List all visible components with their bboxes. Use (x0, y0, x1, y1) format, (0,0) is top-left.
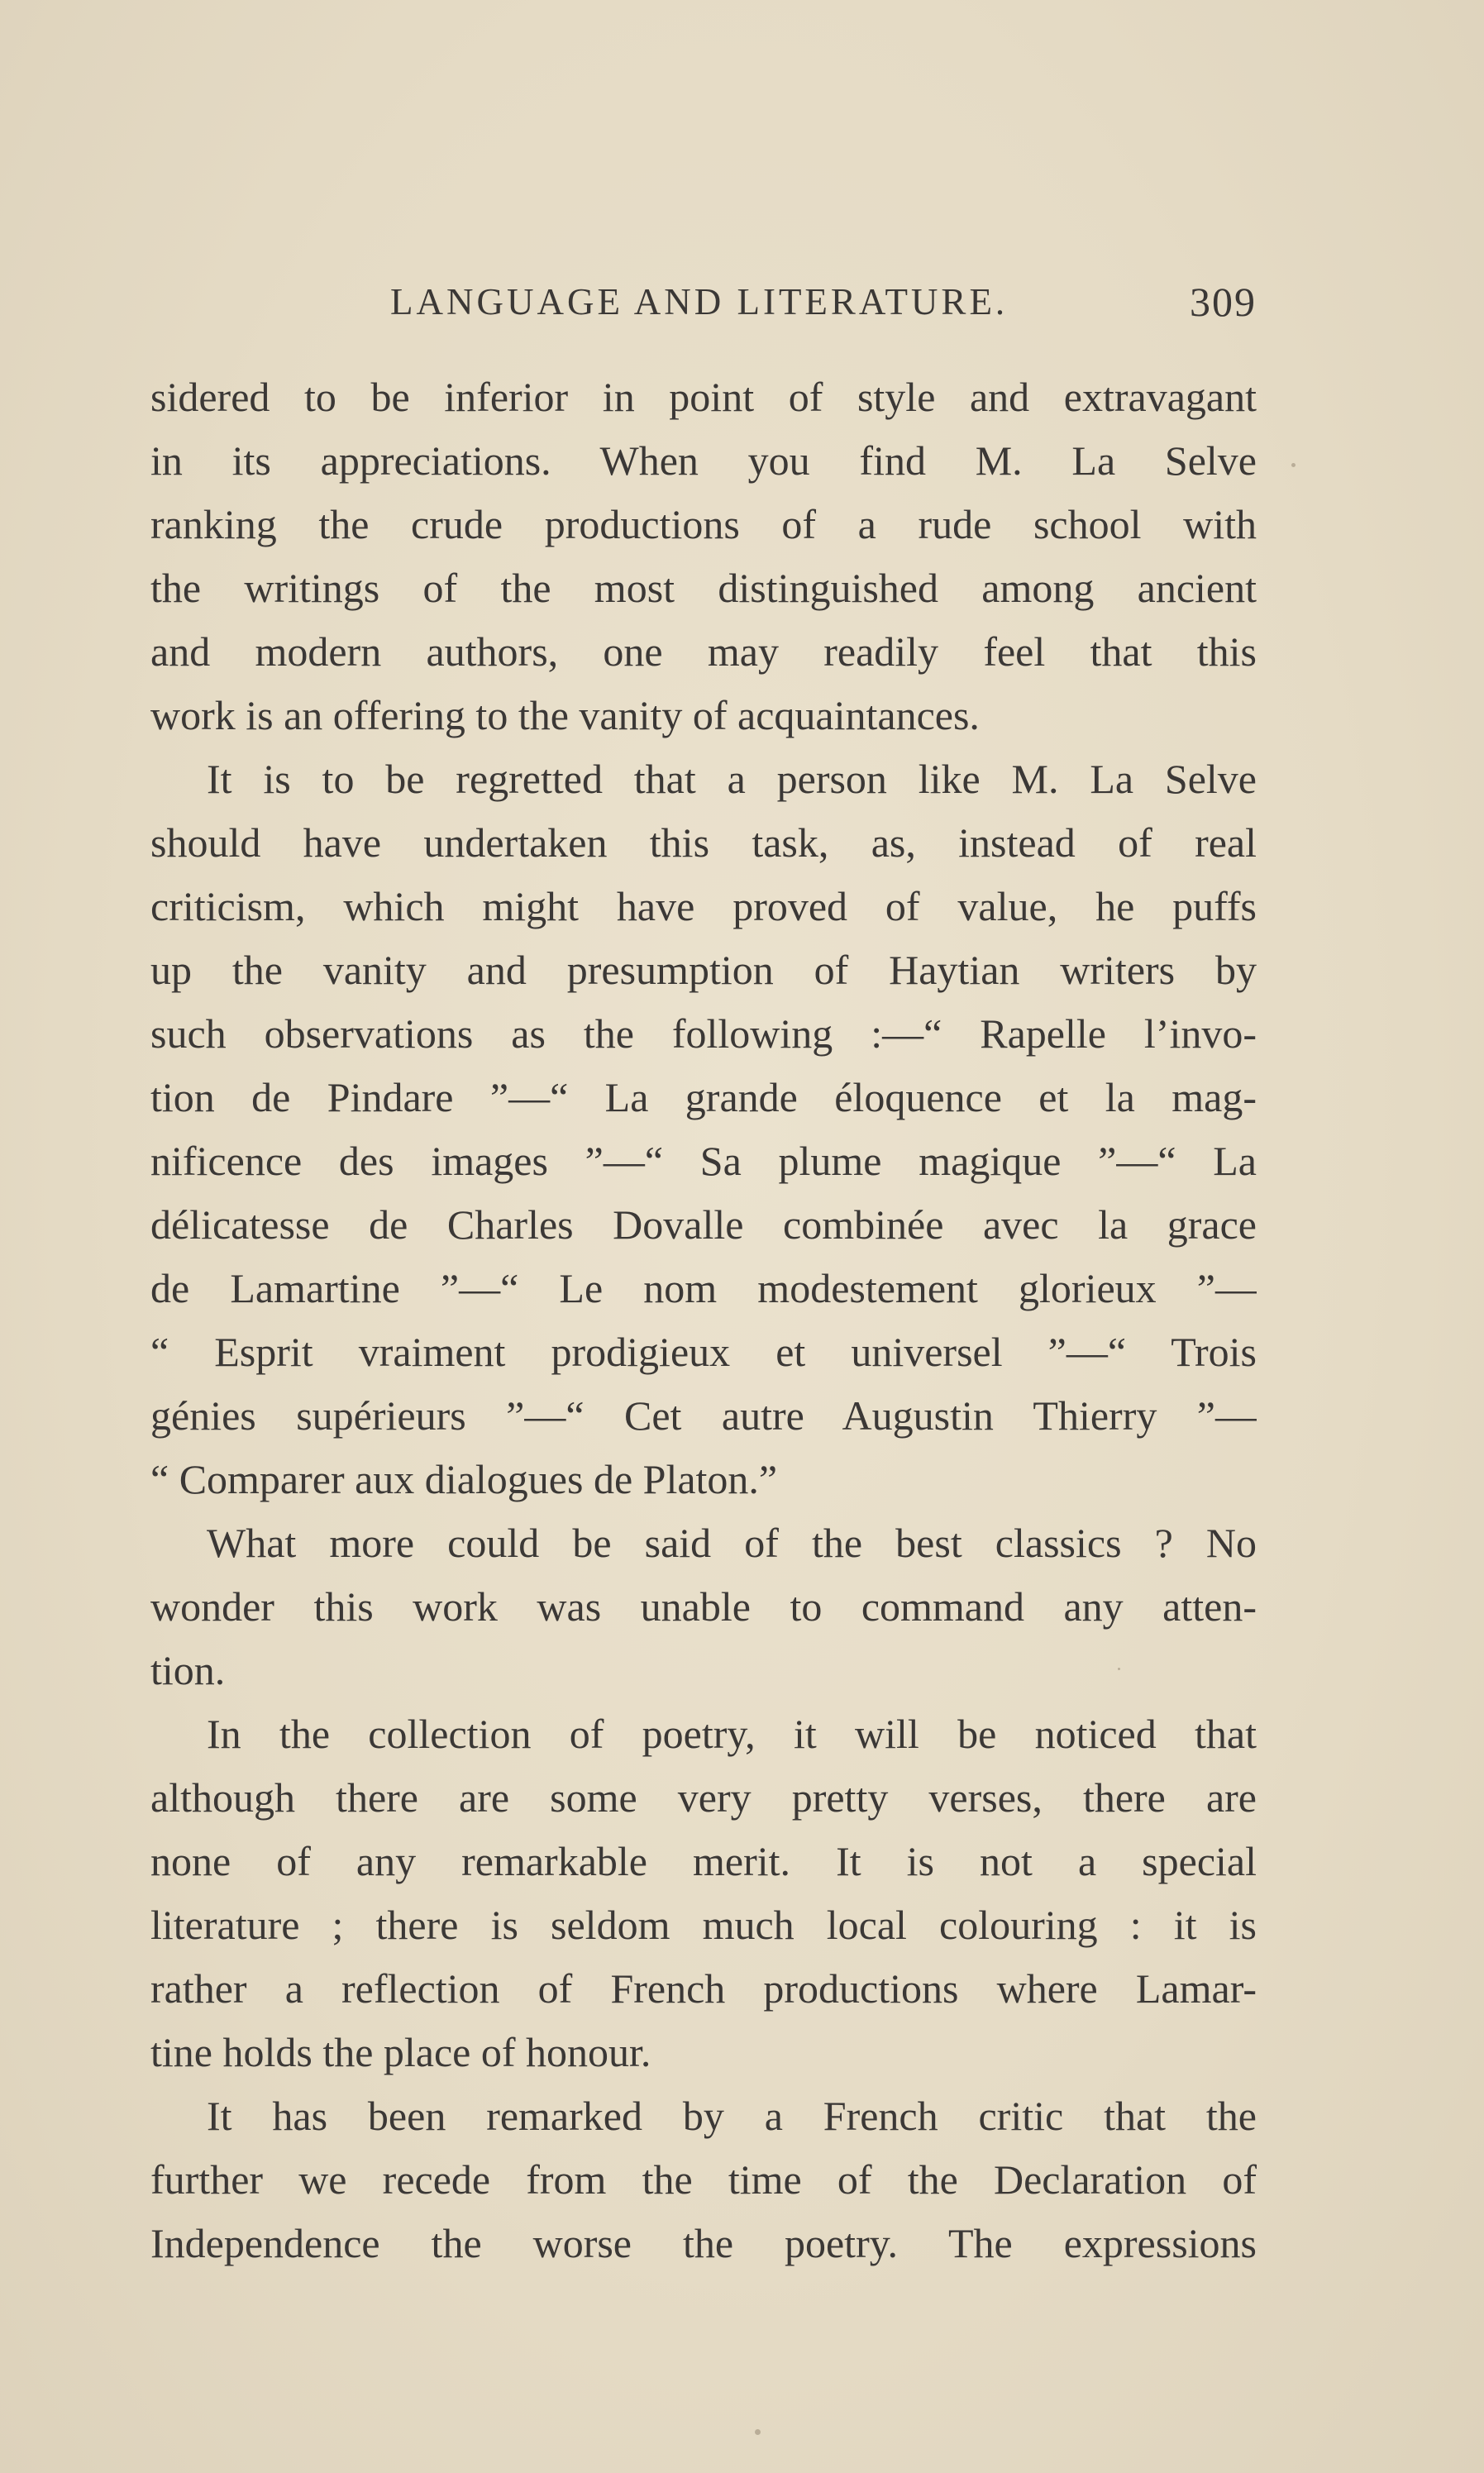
paper-speck (1118, 1668, 1120, 1670)
text-line: tion. (150, 1647, 226, 1693)
text-line: although there are some very pretty verses, there are (150, 1774, 1257, 1821)
text-line: It has been remarked by a French critic that the (207, 2093, 1257, 2139)
text-line: What more could be said of the best classics ? No (207, 1520, 1257, 1566)
text-line: further we recede from the time of the Declaration of (150, 2156, 1257, 2203)
text-line: sidered to be inferior in point of style and extravagant (150, 374, 1257, 420)
body-text (150, 365, 1257, 2275)
text-line: In the collection of poetry, it will be noticed that (207, 1711, 1257, 1757)
text-line: rather a reflection of French productions where Lamar- (150, 1965, 1257, 2012)
text-line: and modern authors, one may readily feel that this (150, 628, 1257, 675)
text-line: wonder this work was unable to command any atten- (150, 1583, 1257, 1630)
text-line: up the vanity and presumption of Haytian writers by (150, 947, 1257, 993)
text-line: Independence the worse the poetry. The expressions (150, 2220, 1257, 2266)
text-line: work is an offering to the vanity of acquaintances. (150, 692, 980, 738)
paper-speck (1291, 463, 1296, 467)
text-line: should have undertaken this task, as, instead of real (150, 819, 1257, 866)
text-line: the writings of the most distinguished among ancient (150, 565, 1257, 611)
text-line: none of any remarkable merit. It is not a special (150, 1838, 1257, 1884)
text-line: délicatesse de Charles Dovalle combinée avec la grace (150, 1201, 1257, 1248)
text-line: nificence des images ”—“ Sa plume magique ”—“ La (150, 1138, 1257, 1184)
text-line: “ Esprit vraiment prodigieux et universel ”—“ Trois (150, 1329, 1257, 1375)
text-line: criticism, which might have proved of value, he puffs (150, 883, 1257, 929)
paper-speck (755, 2429, 761, 2435)
text-line: tine holds the place of honour. (150, 2029, 651, 2075)
page-header (150, 273, 1257, 331)
text-line: “ Comparer aux dialogues de Platon.” (150, 1456, 778, 1502)
text-line: in its appreciations. When you find M. La Selve (150, 437, 1257, 484)
text-line: literature ; there is seldom much local colouring : it is (150, 1902, 1257, 1948)
text-line: such observations as the following :—“ Rapelle l’invo- (150, 1010, 1257, 1057)
text-line: tion de Pindare ”—“ La grande éloquence et la mag- (150, 1074, 1257, 1120)
text-line: génies supérieurs ”—“ Cet autre Augustin Thierry ”— (150, 1392, 1257, 1439)
running-title: LANGUAGE AND LITERATURE. (390, 281, 1009, 322)
page-number: 309 (1190, 279, 1257, 325)
text-line: de Lamartine ”—“ Le nom modestement glorieux ”— (150, 1265, 1257, 1311)
text-line: It is to be regretted that a person like M. La Selve (207, 756, 1257, 802)
text-line: ranking the crude productions of a rude school with (150, 501, 1257, 547)
